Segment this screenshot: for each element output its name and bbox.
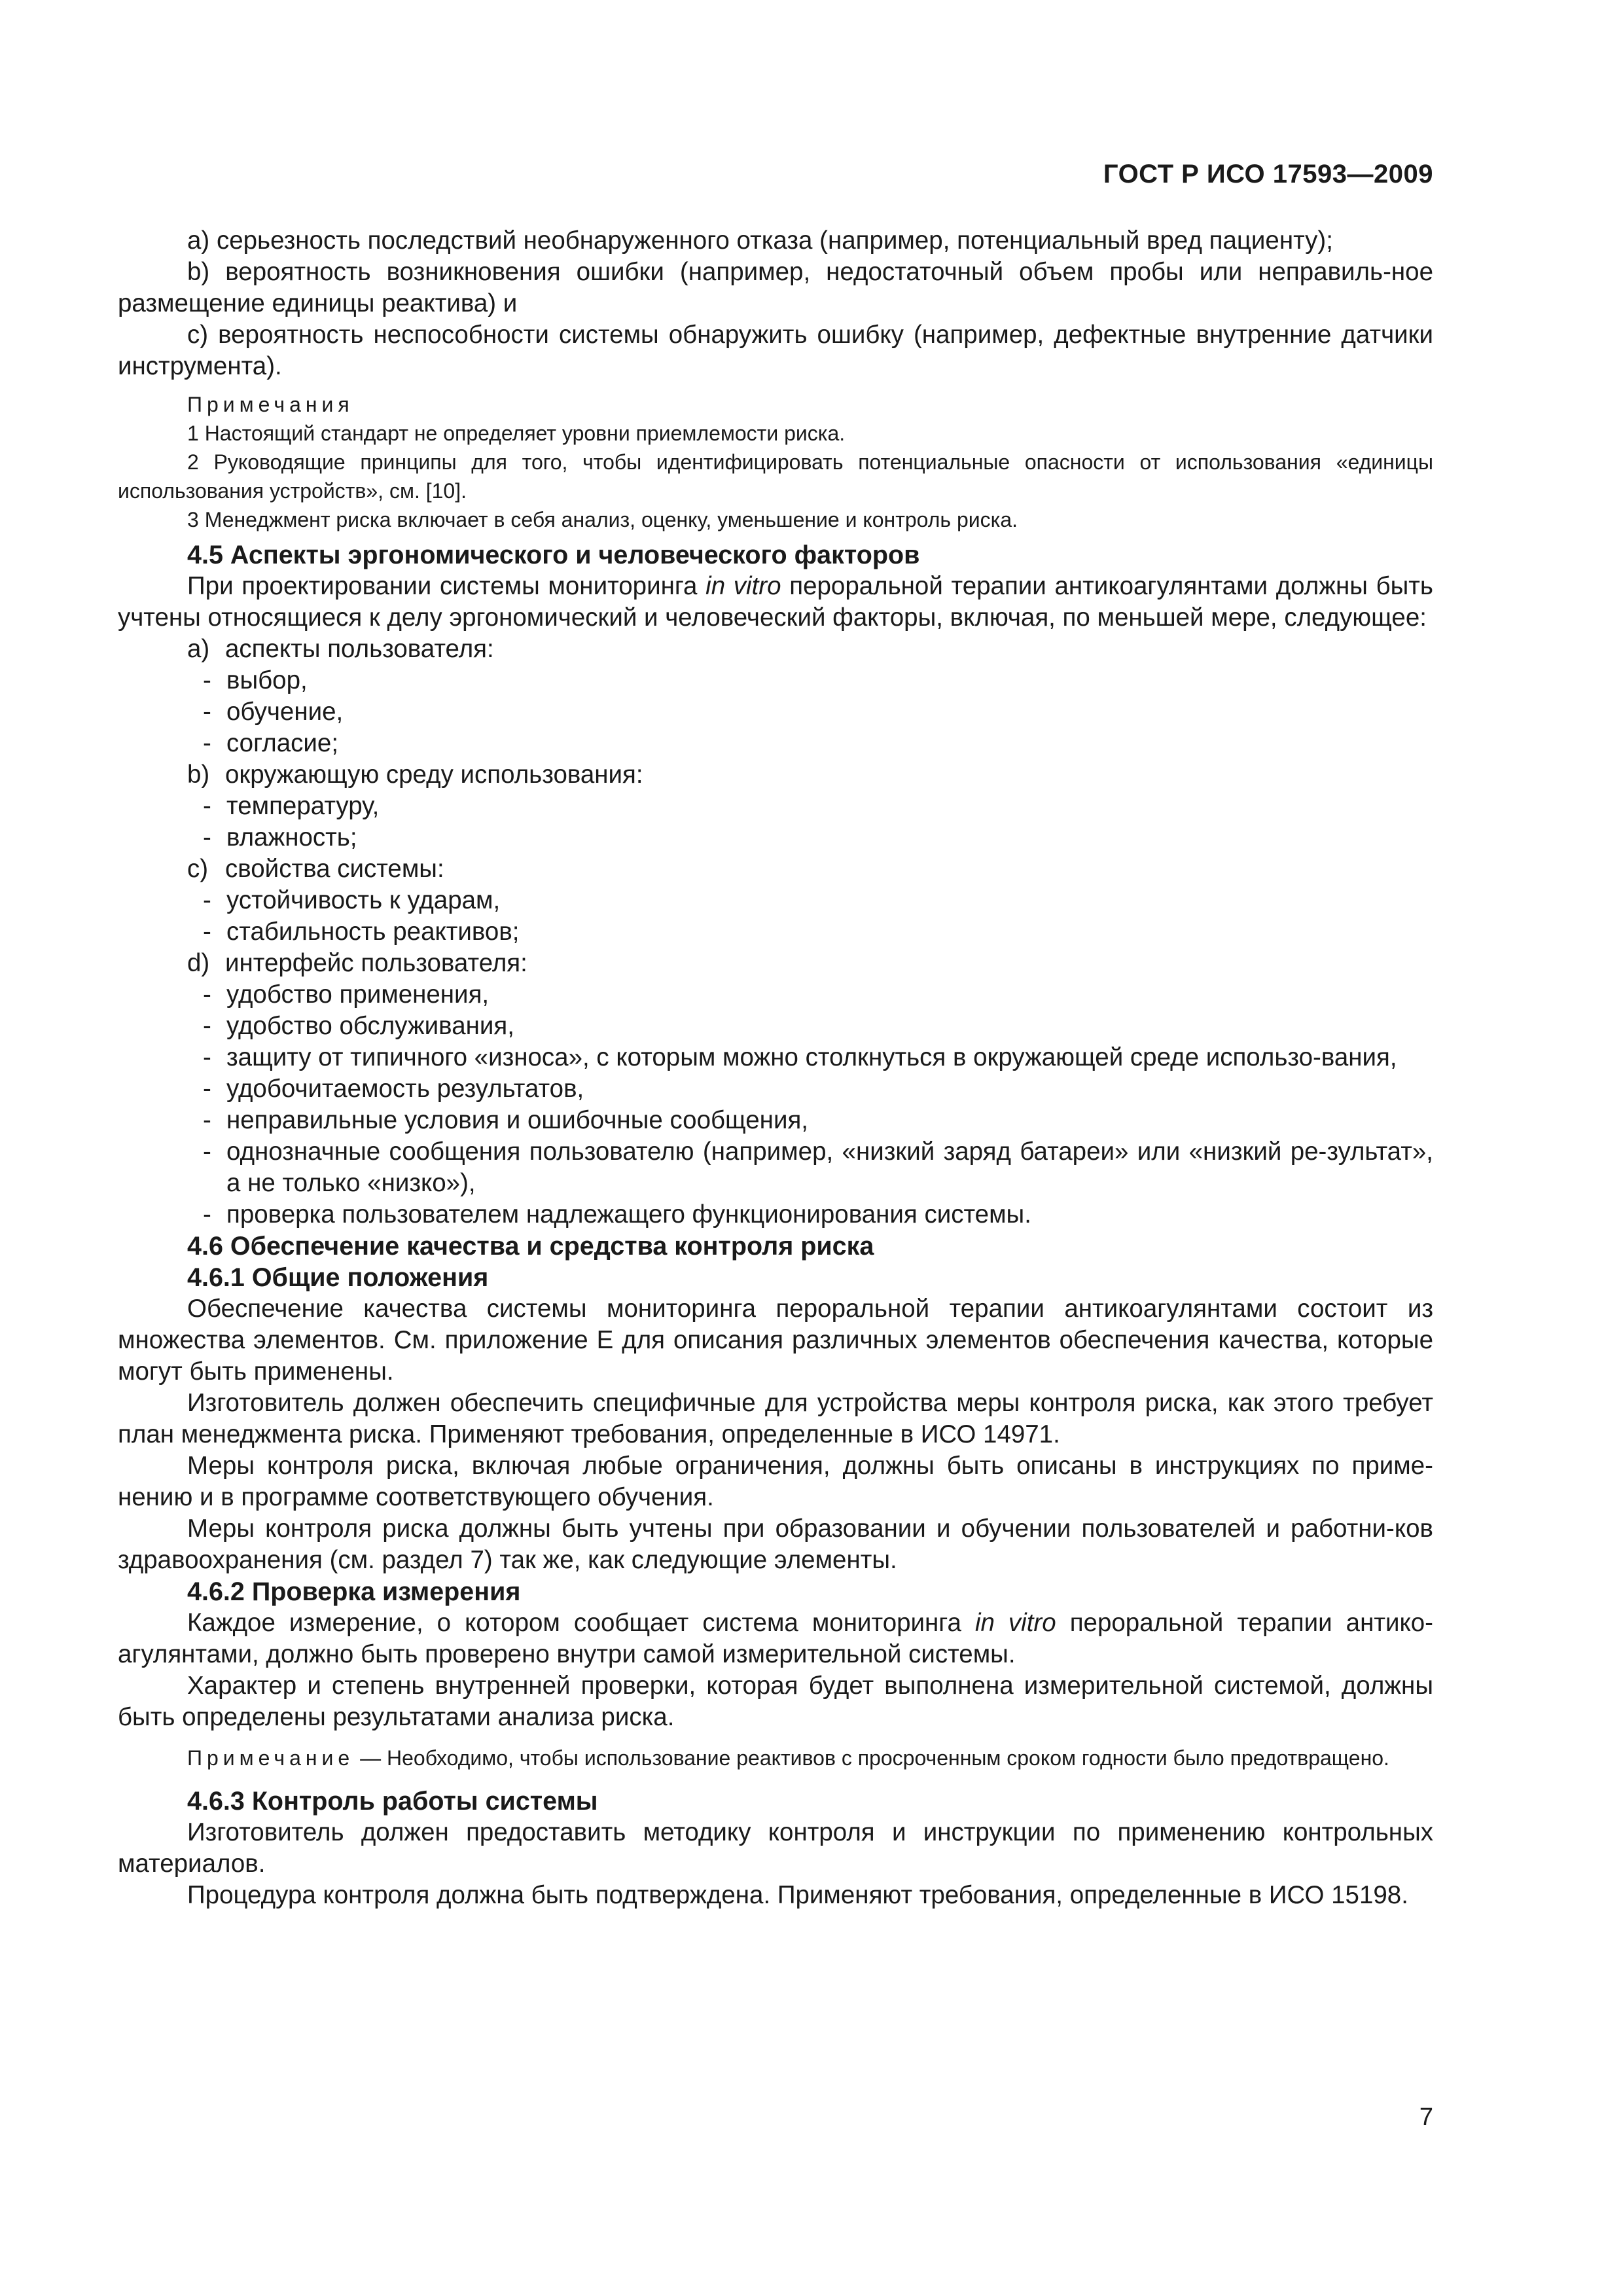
- dash-item: - согласие;: [203, 729, 339, 757]
- notes-title: Примечания: [187, 393, 354, 416]
- list-item: b) вероятность возникновения ошибки (например, недостаточный объем пробы или неправиль-ное размещение единицы реактива) и: [118, 258, 1433, 317]
- paragraph: Процедура контроля должна быть подтверждена. Применяют требования, определенные в ИСО 15198.: [187, 1881, 1408, 1909]
- list-item: c) вероятность неспособности системы обнаружить ошибку (например, дефектные внутренние датчики инструмента).: [118, 321, 1433, 380]
- dash-item: - температуру,: [203, 792, 380, 820]
- section-heading-4-6-2: 4.6.2 Проверка измерения: [187, 1577, 521, 1606]
- note-item: 1 Настоящий стандарт не определяет уровни приемлемости риска.: [187, 422, 846, 445]
- paragraph: Каждое измерение, о котором сообщает система мониторинга in vitro пероральной терапии антико-агулянтами, должно быть проверено внутри самой измерительной системы.: [118, 1609, 1433, 1668]
- paragraph: Меры контроля риска должны быть учтены при образовании и обучении пользователей и работни-ков здравоохранения (см. раздел 7) так же, как следующие элементы.: [118, 1515, 1433, 1574]
- page-content: [118, 225, 1433, 1911]
- paragraph: Обеспечение качества системы мониторинга пероральной терапии антикоагулянтами состоит из множества элементов. См. приложение E для описания различных элементов обеспечения качества, которые могут быть применены.: [118, 1295, 1433, 1386]
- section-heading-4-5: 4.5 Аспекты эргономического и человеческого факторов: [187, 541, 920, 569]
- paragraph: Характер и степень внутренней проверки, которая будет выполнена измерительной системой, должны быть определены результатами анализа риска.: [118, 1672, 1433, 1731]
- section-heading-4-6-1: 4.6.1 Общие положения: [187, 1263, 489, 1292]
- notes-block: [118, 390, 1433, 534]
- dash-item: - однозначные сообщения пользователю (например, «низкий заряд батареи» или «низкий ре-зультат», а не только «низко»),: [203, 1138, 1433, 1197]
- dash-item: - удобство обслуживания,: [203, 1012, 514, 1040]
- note-inline: Примечание — Необходимо, чтобы использование реактивов с просроченным сроком годности было предотвращено.: [187, 1746, 1389, 1770]
- note-item: 3 Менеджмент риска включает в себя анализ, оценку, уменьшение и контроль риска.: [187, 508, 1018, 531]
- dash-item: - проверка пользователем надлежащего функционирования системы.: [203, 1200, 1031, 1229]
- list-group-title: d) интерфейс пользователя:: [187, 949, 527, 977]
- dash-item: - устойчивость к ударам,: [203, 886, 501, 914]
- document-header: ГОСТ Р ИСО 17593—2009: [1103, 160, 1433, 188]
- note-item: 2 Руководящие принципы для того, чтобы идентифицировать потенциальные опасности от использования «единицы использования устройств», см. [10].: [118, 450, 1433, 503]
- list-group-title: c) свойства системы:: [187, 855, 444, 883]
- dash-item: - влажность;: [203, 823, 357, 852]
- paragraph: Изготовитель должен предоставить методику контроля и инструкции по применению контрольных материалов.: [118, 1818, 1433, 1878]
- list-group-title: b) окружающую среду использования:: [187, 761, 643, 789]
- list-group-title: a) аспекты пользователя:: [187, 635, 494, 663]
- dash-item: - выбор,: [203, 666, 308, 694]
- dash-item: - неправильные условия и ошибочные сообщения,: [203, 1106, 808, 1134]
- list-item: a) серьезность последствий необнаруженного отказа (например, потенциальный вред пациенту);: [187, 226, 1333, 255]
- dash-item: - удобочитаемость результатов,: [203, 1075, 584, 1103]
- section-heading-4-6-3: 4.6.3 Контроль работы системы: [187, 1787, 598, 1816]
- page-number: 7: [1419, 2104, 1433, 2131]
- paragraph: Меры контроля риска, включая любые ограничения, должны быть описаны в инструкциях по приме-нению и в программе соответствующего обучения.: [118, 1452, 1433, 1511]
- dash-item: - защиту от типичного «износа», с которым можно столкнуться в окружающей среде использо-вания,: [203, 1043, 1397, 1071]
- section-heading-4-6: 4.6 Обеспечение качества и средства контроля риска: [187, 1232, 874, 1261]
- dash-item: - обучение,: [203, 698, 344, 726]
- dash-item: - удобство применения,: [203, 980, 490, 1009]
- paragraph: Изготовитель должен обеспечить специфичные для устройства меры контроля риска, как этого требует план менеджмента риска. Применяют требования, определенные в ИСО 14971.: [118, 1389, 1433, 1448]
- paragraph: При проектировании системы мониторинга in vitro пероральной терапии антикоагулянтами должны быть учтены относящиеся к делу эргономический и человеческий факторы, включая, по меньшей мере, следующее:: [118, 572, 1433, 632]
- dash-item: - стабильность реактивов;: [203, 918, 520, 946]
